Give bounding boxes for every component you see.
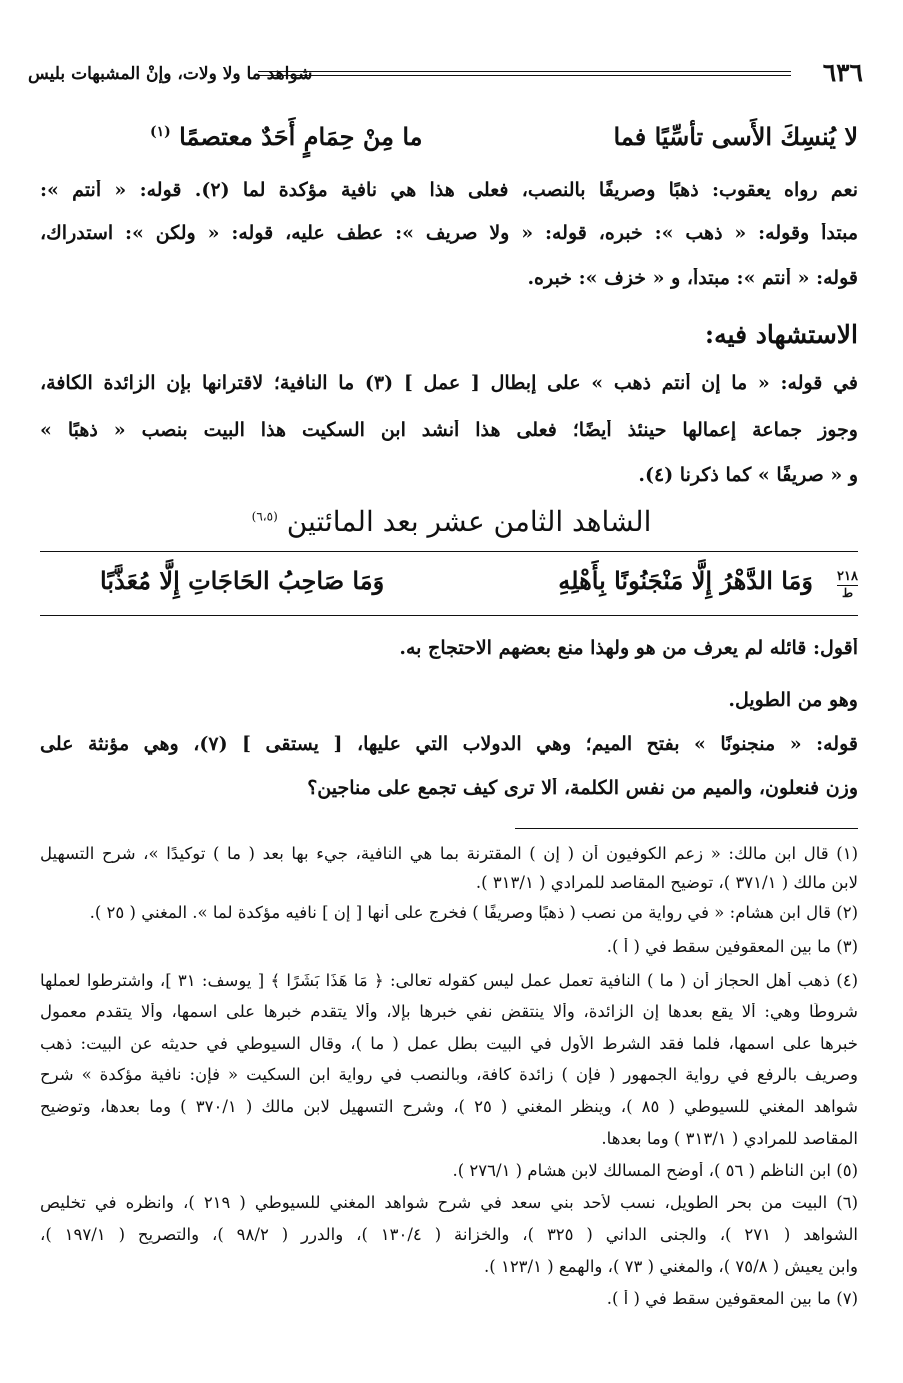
verse1-hemistich2: ما مِنْ حِمَامٍ أَحَدٌ معتصمًا [179,122,423,151]
footnote-line: (٦) البيت من بحر الطويل، نسب لأحد بني سعد في شرح شواهد المغني للسيوطي ( ٢١٩ )، وانظره في تخليص [40,1194,858,1212]
shahid-title: الشاهد الثامن عشر بعد المائتين [286,505,652,538]
footnote-line: لابن مالك ( ٣٧١/١ )، توضيح المقاصد للمرادي ( ٣١٣/١ ). [475,874,858,892]
footnote-line: وابن يعيش ( ٧٥/٨ )، والمغني ( ٧٣ )، والهمع ( ١٢٣/١ ). [484,1258,858,1276]
verse1-hemistich-left [150,122,423,151]
footnote-line: شواهد المغني للسيوطي ( ٨٥ )، وينظر المغني ( ٢٥ )، وشرح التسهيل لابن مالك ( ٣٧٠/١ ) وما بعدها، وتوضيح [40,1098,858,1116]
footnote-line: شروطًا وهي: ألا يقع بعدها إن الزائدة، وألا ينتقض نفي خبرها بإلا، وألا يتقدم خبرها على اسمها، وألا يتقدم معمول [40,1003,858,1021]
running-header [28,58,863,92]
footnote-line: (٧) ما بين المعقوفين سقط في ( أ ). [606,1290,858,1308]
para1-line: مبتدأ وقوله: « ذهب »: خبره، قوله: « ولا صريف »: عطف عليه، قوله: « ولكن »: استدراك، [40,223,858,244]
para1-line: نعم رواه يعقوب: ذهبًا وصريفًا بالنصب، فعلى هذا هي نافية مؤكدة لما (٢). قوله: « أنتم »: [40,180,858,201]
para3-line: وزن فنعلون، والميم من نفس الكلمة، ألا ترى كيف تجمع على مناجين؟ [307,778,858,799]
footnote-line: (٤) ذهب أهل الحجاز أن ( ما ) النافية تعمل عمل ليس كقوله تعالى: ﴿ مَا هَذَا بَشَرًا ﴾ [ يوسف: ٣١ ]، واشترطوا لعملها [40,972,858,990]
para3-line: أقول: قائله لم يعرف من هو ولهذا منع بعضهم الاحتجاج به. [399,638,858,659]
footnote-line: خبرها على اسمها، فلما فقد الشرط الأول في البيت بطل عمل ( ما )، وقال السيوطي في حديثه عن البيت: ذهب [40,1035,858,1053]
footnote-line: (٢) قال ابن هشام: « في رواية من نصب ( ذهبًا وصريفًا ) فخرج على أنها [ إن ] نافيه مؤكدة لما ». المغني ( ٢٥ ). [89,904,858,922]
shahid-footnote-ref: (٦،٥) [251,509,278,524]
verse-number [837,570,858,599]
footnote-line: (٥) ابن الناظم ( ٥٦ )، أوضح المسالك لابن هشام ( ٢٧٦/١ ). [452,1162,858,1180]
verse-top-rule [40,551,858,552]
running-title: شواهد ما ولا ولات، وإنْ المشبهات بليس [28,64,313,84]
verse-number-value: ٢١٨ [837,569,858,584]
footnote-line: وصريف بالرفع في رواية الجمهور ( فإن ) زائدة كافة، وبالنصب في رواية ابن السكيت « فإن: نافية مؤكدة » شرح [40,1066,858,1084]
footnote-line: الشواهد ( ٢٧١ )، والجنى الداني ( ٣٢٥ )، والخزانة ( ١٣٠/٤ )، والدرر ( ٩٨/٢ )، والتصريح ( ١٩٧/١ )، [40,1226,858,1244]
para2-line: وجوز جماعة إعمالها حينئذ أيضًا؛ فعلى هذا أنشد ابن السكيت هذا البيت بنصب « ذهبًا » [40,420,858,441]
verse1-hemistich-right [614,122,858,151]
verse1-footnote-ref: (١) [150,124,171,140]
para1-line: قوله: « أنتم »: مبتدأ، و « خزف »: خبره. [527,268,858,289]
para3-line: وهو من الطويل. [728,690,858,711]
shahid-title-block [0,505,903,538]
istishhad-heading: الاستشهاد فيه: [704,320,858,349]
footnote-line: (٣) ما بين المعقوفين سقط في ( أ ). [606,938,858,956]
footnote-line: (١) قال ابن مالك: « زعم الكوفيون أن ( إن ) المقترنة بما هي النافية، جيء بها بعد ( ما ) توكيدًا »، شرح التسهيل [40,845,858,863]
verse1-hemistich1: لا يُنسِكَ الأَسى تأسِّيًا فما [613,122,858,151]
verse-number-code: ط [837,585,858,599]
para2-line: في قوله: « ما إن أنتم ذهب » على إبطال [ عمل ] (٣) ما النافية؛ لاقترانها بإن الزائدة الكافة، [40,373,858,394]
para3-line: قوله: « منجنونًا » بفتح الميم؛ وهي الدولاب التي عليها، [ يستقى ] (٧)، وهي مؤنثة على [40,734,858,755]
header-rule [258,71,791,76]
footnote-separator [515,828,858,829]
verse-bottom-rule [40,615,858,616]
verse2-hemistich-left: وَمَا صَاحِبُ الحَاجَاتِ إِلَّا مُعَذَّبًا [100,566,385,595]
verse2-hemistich-right: وَمَا الدَّهْرُ إِلَّا مَنْجَنُونًا بِأَهْلِهِ [558,566,813,595]
para2-line: و « صريفًا » كما ذكرنا (٤). [638,465,858,486]
footnote-line: المقاصد للمرادي ( ٣١٣/١ ) وما بعدها. [601,1130,858,1148]
page-number: ٦٣٦ [822,58,863,87]
